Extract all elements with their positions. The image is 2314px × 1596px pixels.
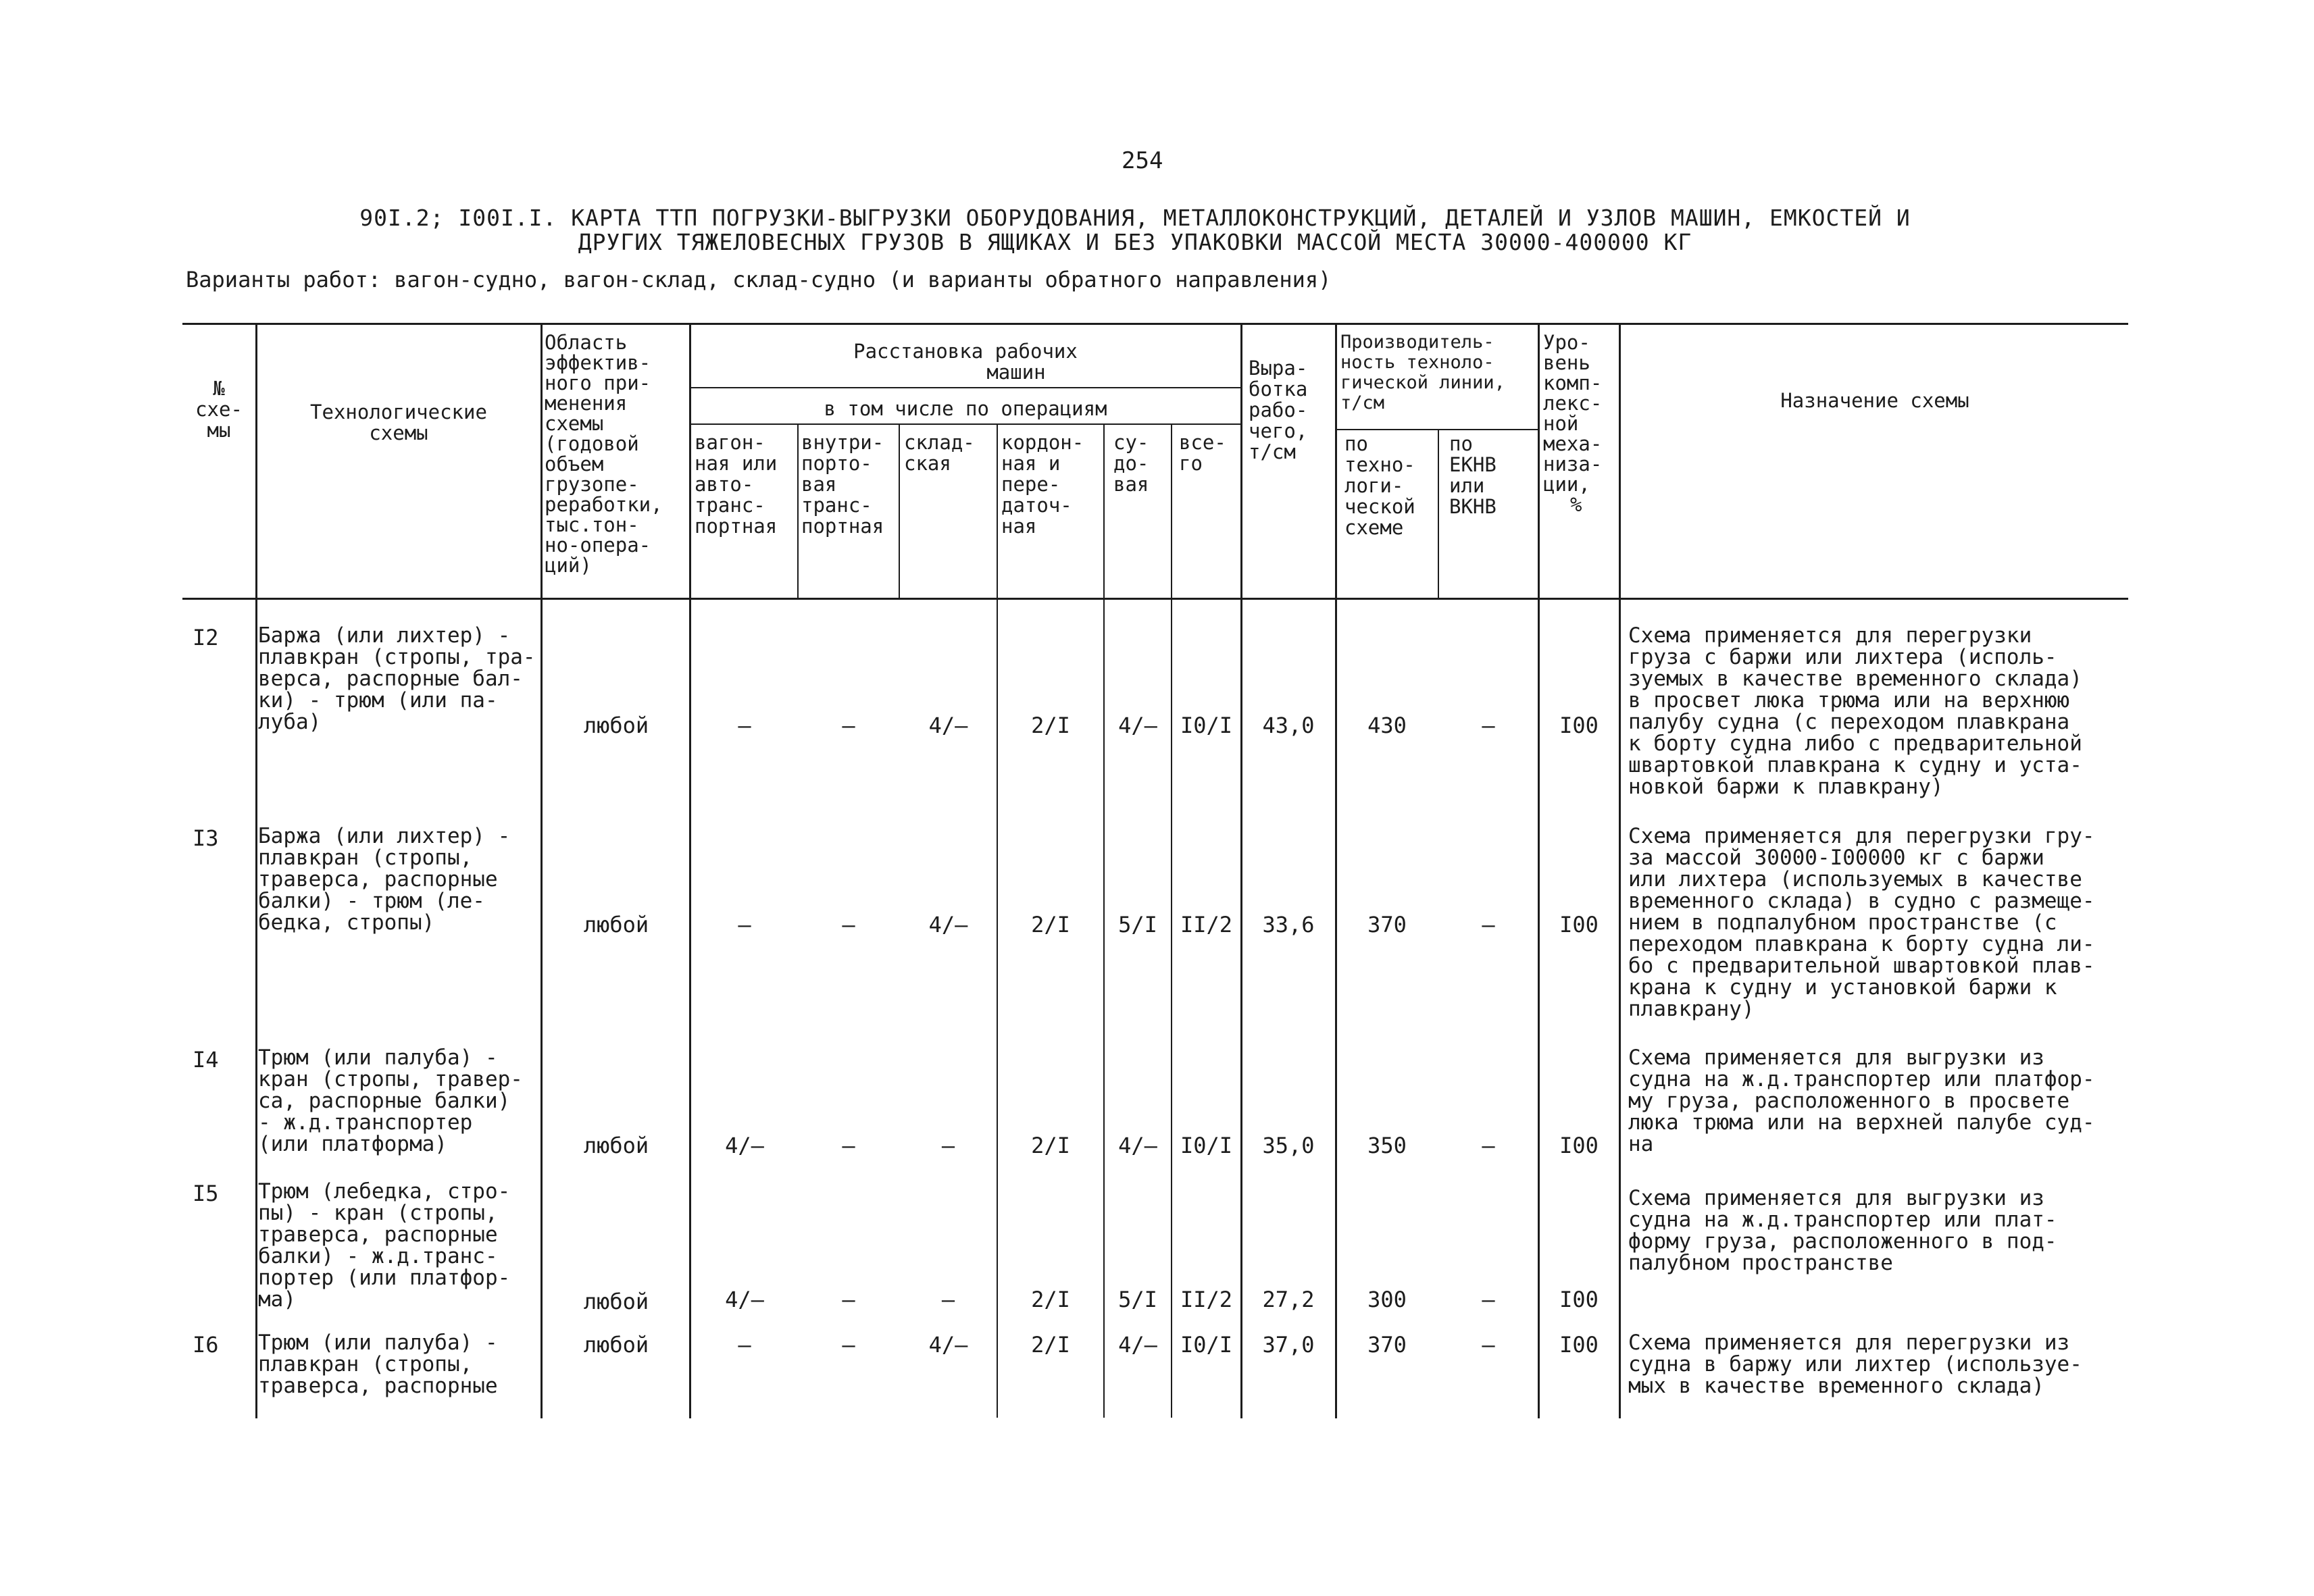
productivity-by-ekhv: – xyxy=(1482,1133,1495,1158)
header-scheme-no-line: № xyxy=(213,377,225,400)
purpose-line: му груза, расположенного в просвете xyxy=(1628,1089,2070,1113)
header-by-scheme-line: по xyxy=(1344,432,1368,455)
tech-scheme-line: балки) - трюм (ле- xyxy=(258,889,485,913)
header-warehouse xyxy=(904,432,975,474)
divider-placement-sub xyxy=(690,387,1240,388)
tech-scheme-line: ки) - трюм (или па- xyxy=(258,688,498,713)
header-mech-line: вень xyxy=(1543,351,1590,374)
divider-area-ops xyxy=(689,324,691,1418)
header-bottom-rule xyxy=(182,598,2128,600)
header-area-line: (годовой xyxy=(545,432,639,455)
tech-scheme xyxy=(258,825,542,933)
application-area: любой xyxy=(583,713,649,738)
header-intraport-line: транс- xyxy=(801,494,872,517)
tech-scheme-line: Баржа (или лихтер) - xyxy=(258,623,511,648)
productivity-by-scheme: 300 xyxy=(1367,1287,1407,1312)
purpose-line: крана к судну и установкой баржи к xyxy=(1628,975,2057,1000)
purpose-line: Схема применяется для перегрузки гру- xyxy=(1628,824,2095,848)
scheme-purpose xyxy=(1628,1047,2169,1155)
tech-scheme xyxy=(258,1047,542,1155)
tech-scheme-line: балки) - ж.д.транс- xyxy=(258,1244,498,1268)
wagon-machines: 4/– xyxy=(725,1287,764,1312)
warehouse-machines: – xyxy=(941,1133,955,1158)
divider-mech-purpose xyxy=(1619,324,1621,1418)
title-line-1: 90I.2; I00I.I. КАРТА ТТП ПОГРУЗКИ-ВЫГРУЗКИ ОБОРУДОВАНИЯ, МЕТАЛЛОКОНСТРУКЦИЙ, ДЕТАЛЕЙ И УЗЛОВ МАШИН, ЕМКОСТЕЙ И xyxy=(359,205,1911,231)
application-area: любой xyxy=(583,912,649,937)
header-scheme-no-line: схе- xyxy=(195,398,243,421)
header-productivity-line: ность техноло- xyxy=(1340,352,1494,373)
document-title xyxy=(331,206,1939,255)
productivity-by-scheme: 430 xyxy=(1367,713,1407,738)
ship-machines: 5/I xyxy=(1118,912,1157,937)
divider-scheme-ekhv xyxy=(1438,430,1439,598)
tech-scheme-line: кран (стропы, травер- xyxy=(258,1067,523,1091)
header-mech-line: ции, xyxy=(1543,473,1590,496)
application-area: любой xyxy=(583,1133,649,1158)
tech-scheme-line: (или платформа) xyxy=(258,1132,447,1156)
header-application-area xyxy=(545,332,688,575)
title-line-2: ДРУГИХ ТЯЖЕЛОВЕСНЫХ ГРУЗОВ В ЯЩИКАХ И БЕЗ УПАКОВКИ МАССОЙ МЕСТА 30000-400000 КГ xyxy=(578,229,1692,255)
productivity-by-ekhv: – xyxy=(1482,1332,1495,1358)
purpose-line: судна на ж.д.транспортер или плат- xyxy=(1628,1208,2057,1232)
productivity-by-scheme: 370 xyxy=(1367,1332,1407,1358)
header-by-ekhv-line: ЕКНВ xyxy=(1449,453,1496,476)
purpose-line: к борту судна либо с предварительной xyxy=(1628,731,2082,756)
tech-scheme-line: пы) - кран (стропы, xyxy=(258,1201,498,1225)
header-tech-schemes xyxy=(258,402,539,444)
purpose-line: Схема применяется для выгрузки из xyxy=(1628,1046,2044,1070)
header-area-line: схемы xyxy=(545,412,604,435)
total-machines: II/2 xyxy=(1180,912,1233,937)
ship-machines: 4/– xyxy=(1118,1133,1157,1158)
purpose-line: зуемых в качестве временного склада) xyxy=(1628,667,2082,691)
total-machines: II/2 xyxy=(1180,1287,1233,1312)
header-intraport-line: портная xyxy=(801,515,884,538)
header-wagon-line: авто- xyxy=(695,473,754,496)
divider-ops-output xyxy=(1240,324,1242,1418)
purpose-line: Схема применяется для перегрузки xyxy=(1628,623,2032,648)
cordon-machines: 2/I xyxy=(1031,713,1070,738)
scheme-purpose xyxy=(1628,1332,2169,1397)
tech-scheme-line: верса, распорные бал- xyxy=(258,667,523,691)
divider-output-prod xyxy=(1335,324,1337,1418)
header-line-productivity xyxy=(1340,332,1505,413)
mechanization-level: I00 xyxy=(1559,1332,1599,1358)
purpose-line: переходом плавкрана к борту судна ли- xyxy=(1628,932,2095,956)
header-cordon-line: ная xyxy=(1001,515,1037,538)
divider-wagon-intraport xyxy=(797,425,799,598)
productivity-by-ekhv: – xyxy=(1482,1287,1495,1312)
warehouse-machines: – xyxy=(941,1287,955,1312)
header-total xyxy=(1179,432,1226,474)
tech-scheme-line: Трюм (или палуба) - xyxy=(258,1046,498,1070)
tech-scheme-line: луба) xyxy=(258,710,322,734)
tech-scheme xyxy=(258,625,542,733)
header-total-line: го xyxy=(1179,452,1203,475)
divider-prod-sub xyxy=(1336,429,1538,430)
header-mech-line: низа- xyxy=(1543,453,1603,475)
tech-scheme-line: бедка, стропы) xyxy=(258,910,435,935)
intraport-machines: – xyxy=(842,1133,855,1158)
warehouse-machines: 4/– xyxy=(928,713,968,738)
scheme-number: I3 xyxy=(193,825,219,851)
header-mech-line: Уро- xyxy=(1543,331,1590,354)
warehouse-machines: 4/– xyxy=(928,912,968,937)
scheme-number: I6 xyxy=(193,1332,219,1358)
tech-scheme-line: ма) xyxy=(258,1287,296,1312)
header-cordon-line: пере- xyxy=(1001,473,1061,496)
header-mechanization-level xyxy=(1543,332,1602,515)
ship-machines: 4/– xyxy=(1118,1332,1157,1358)
header-area-line: Область xyxy=(545,331,628,354)
worker-output: 27,2 xyxy=(1262,1287,1315,1312)
divider-no-tech xyxy=(255,324,257,1418)
total-machines: I0/I xyxy=(1180,713,1233,738)
scheme-number: I5 xyxy=(193,1181,219,1206)
header-area-line: тыс.тон- xyxy=(545,513,639,536)
header-mech-line: меха- xyxy=(1543,432,1603,455)
cordon-machines: 2/I xyxy=(1031,1287,1070,1312)
header-machine-placement xyxy=(692,341,1239,383)
productivity-by-ekhv: – xyxy=(1482,713,1495,738)
tech-scheme xyxy=(258,1181,542,1310)
table-top-rule xyxy=(182,323,2128,325)
header-ship-line: вая xyxy=(1113,473,1149,496)
header-scheme-no xyxy=(184,378,254,441)
purpose-line: Схема применяется для выгрузки из xyxy=(1628,1186,2044,1210)
header-output-line: Выра- xyxy=(1249,357,1308,380)
scheme-purpose xyxy=(1628,625,2169,798)
header-mech-line: ной xyxy=(1543,412,1579,435)
header-output-line: т/см xyxy=(1249,440,1296,463)
header-intraport-line: вая xyxy=(801,473,837,496)
productivity-by-scheme: 350 xyxy=(1367,1133,1407,1158)
scheme-number: I4 xyxy=(193,1047,219,1073)
purpose-line: форму груза, расположенного в под- xyxy=(1628,1229,2057,1254)
header-cordon-line: даточ- xyxy=(1001,494,1072,517)
wagon-machines: 4/– xyxy=(725,1133,764,1158)
header-cordon xyxy=(1001,432,1084,537)
scheme-purpose xyxy=(1628,1187,2169,1274)
intraport-machines: – xyxy=(842,912,855,937)
purpose-line: новкой баржи к плавкрану) xyxy=(1628,775,1944,799)
worker-output: 35,0 xyxy=(1262,1133,1315,1158)
wagon-machines: – xyxy=(738,1332,751,1358)
header-area-line: реработки, xyxy=(545,493,663,516)
divider-intraport-warehouse xyxy=(899,425,900,598)
tech-scheme-line: Баржа (или лихтер) - xyxy=(258,824,511,848)
header-ship xyxy=(1113,432,1149,495)
tech-scheme-line: Трюм (лебедка, стро- xyxy=(258,1179,511,1204)
intraport-machines: – xyxy=(842,1332,855,1358)
header-ship-line: су- xyxy=(1113,431,1149,454)
cordon-machines: 2/I xyxy=(1031,1332,1070,1358)
ship-machines: 4/– xyxy=(1118,713,1157,738)
tech-scheme-line: Трюм (или палуба) - xyxy=(258,1331,498,1355)
productivity-by-scheme: 370 xyxy=(1367,912,1407,937)
header-intraport-line: порто- xyxy=(801,452,872,475)
header-incl-operations: в том числе по операциям xyxy=(824,397,1107,420)
warehouse-machines: 4/– xyxy=(928,1332,968,1358)
purpose-line: люка трюма или на верхней палубе суд- xyxy=(1628,1110,2095,1135)
tech-scheme-line: плавкран (стропы, тра- xyxy=(258,645,536,669)
productivity-by-ekhv: – xyxy=(1482,912,1495,937)
cordon-machines: 2/I xyxy=(1031,1133,1070,1158)
header-scheme-purpose: Назначение схемы xyxy=(1780,389,1969,412)
work-variants: Варианты работ: вагон-судно, вагон-склад, склад-судно (и варианты обратного направления) xyxy=(186,267,1332,292)
header-placement-line: машин xyxy=(986,361,1046,384)
worker-output: 37,0 xyxy=(1262,1332,1315,1358)
purpose-line: швартовкой плавкрана к судну и уста- xyxy=(1628,753,2082,777)
header-tech-line: схемы xyxy=(369,421,428,444)
purpose-line: палубном пространстве xyxy=(1628,1251,1893,1275)
tech-scheme-line: траверса, распорные xyxy=(258,867,498,892)
header-warehouse-line: ская xyxy=(904,452,951,475)
tech-scheme-line: - ж.д.транспортер xyxy=(258,1110,473,1135)
divider-incl-ops xyxy=(690,423,1240,425)
total-machines: I0/I xyxy=(1180,1133,1233,1158)
mechanization-level: I00 xyxy=(1559,713,1599,738)
header-by-scheme-line: техно- xyxy=(1344,453,1415,476)
header-area-line: объем xyxy=(545,453,604,475)
header-wagon xyxy=(695,432,777,537)
header-area-line: ций) xyxy=(545,554,592,577)
header-area-line: ного при- xyxy=(545,371,651,394)
worker-output: 43,0 xyxy=(1262,713,1315,738)
header-tech-line: Технологические xyxy=(310,401,487,423)
tech-scheme-line: плавкран (стропы, xyxy=(258,846,473,870)
header-wagon-line: транс- xyxy=(695,494,765,517)
header-by-ekhv xyxy=(1449,434,1496,517)
header-productivity-line: гической линии, xyxy=(1340,372,1505,393)
wagon-machines: – xyxy=(738,713,751,738)
header-wagon-line: ная или xyxy=(695,452,778,475)
cordon-machines: 2/I xyxy=(1031,912,1070,937)
purpose-line: груза с баржи или лихтера (исполь- xyxy=(1628,645,2057,669)
header-scheme-no-line: мы xyxy=(207,419,231,442)
mechanization-level: I00 xyxy=(1559,1287,1599,1312)
header-intraport-line: внутри- xyxy=(801,431,884,454)
tech-scheme-line: са, распорные балки) xyxy=(258,1089,511,1113)
header-by-scheme-line: схеме xyxy=(1344,516,1404,539)
header-mech-line: % xyxy=(1570,493,1582,516)
tech-scheme-line: траверса, распорные xyxy=(258,1374,498,1398)
application-area: любой xyxy=(583,1332,649,1358)
purpose-line: в просвет люка трюма или на верхнюю xyxy=(1628,688,2070,713)
purpose-line: временного склада) в судно с размеще- xyxy=(1628,889,2095,913)
wagon-machines: – xyxy=(738,912,751,937)
header-by-scheme-line: логи- xyxy=(1344,474,1404,497)
total-machines: I0/I xyxy=(1180,1332,1233,1358)
header-cordon-line: кордон- xyxy=(1001,431,1084,454)
mechanization-level: I00 xyxy=(1559,1133,1599,1158)
purpose-line: за массой 30000-I00000 кг с баржи xyxy=(1628,846,2044,870)
scheme-purpose xyxy=(1628,825,2169,1020)
purpose-line: на xyxy=(1628,1132,1654,1156)
header-by-ekhv-line: ВКНВ xyxy=(1449,495,1496,518)
purpose-line: Схема применяется для перегрузки из xyxy=(1628,1331,2070,1355)
tech-scheme xyxy=(258,1332,542,1397)
divider-prod-mech xyxy=(1538,324,1540,1418)
purpose-line: мых в качестве временного склада) xyxy=(1628,1374,2044,1398)
header-by-ekhv-line: или xyxy=(1449,474,1485,497)
purpose-line: палубу судна (с переходом плавкрана xyxy=(1628,710,2070,734)
header-wagon-line: портная xyxy=(695,515,778,538)
header-productivity-line: т/см xyxy=(1340,392,1385,413)
header-placement-line: Расстановка рабочих xyxy=(853,340,1078,363)
header-by-scheme xyxy=(1344,434,1415,538)
purpose-line: плавкрану) xyxy=(1628,997,1755,1021)
header-output-line: чего, xyxy=(1249,419,1308,442)
worker-output: 33,6 xyxy=(1262,912,1315,937)
header-area-line: менения xyxy=(545,392,628,415)
header-area-line: но-опера- xyxy=(545,534,651,557)
header-warehouse-line: склад- xyxy=(904,431,975,454)
header-output-line: рабо- xyxy=(1249,398,1308,421)
ship-machines: 5/I xyxy=(1118,1287,1157,1312)
tech-scheme-line: траверса, распорные xyxy=(258,1222,498,1247)
header-by-scheme-line: ческой xyxy=(1344,495,1415,518)
tech-scheme-line: плавкран (стропы, xyxy=(258,1352,473,1376)
header-area-line: эффектив- xyxy=(545,351,651,374)
header-productivity-line: Производитель- xyxy=(1340,332,1494,353)
application-area: любой xyxy=(583,1289,649,1314)
header-by-ekhv-line: по xyxy=(1449,432,1473,455)
tech-scheme-line: портер (или платфор- xyxy=(258,1266,511,1290)
purpose-line: или лихтера (используемых в качестве xyxy=(1628,867,2082,892)
page-number: 254 xyxy=(1122,147,1163,174)
header-area-line: грузопе- xyxy=(545,473,639,496)
header-intraport xyxy=(801,432,884,537)
intraport-machines: – xyxy=(842,713,855,738)
purpose-line: нием в подпалубном пространстве (с xyxy=(1628,910,2057,935)
header-output-line: ботка xyxy=(1249,378,1308,401)
header-mech-line: комп- xyxy=(1543,371,1603,394)
purpose-line: судна в баржу или лихтер (используе- xyxy=(1628,1352,2082,1376)
purpose-line: судна на ж.д.транспортер или платфор- xyxy=(1628,1067,2095,1091)
header-cordon-line: ная и xyxy=(1001,452,1061,475)
header-total-line: все- xyxy=(1179,431,1226,454)
intraport-machines: – xyxy=(842,1287,855,1312)
header-worker-output xyxy=(1249,358,1307,463)
purpose-line: бо с предварительной швартовкой плав- xyxy=(1628,954,2095,978)
scheme-number: I2 xyxy=(193,625,219,650)
header-mech-line: лекс- xyxy=(1543,392,1603,415)
header-ship-line: до- xyxy=(1113,452,1149,475)
header-wagon-line: вагон- xyxy=(695,431,765,454)
mechanization-level: I00 xyxy=(1559,912,1599,937)
